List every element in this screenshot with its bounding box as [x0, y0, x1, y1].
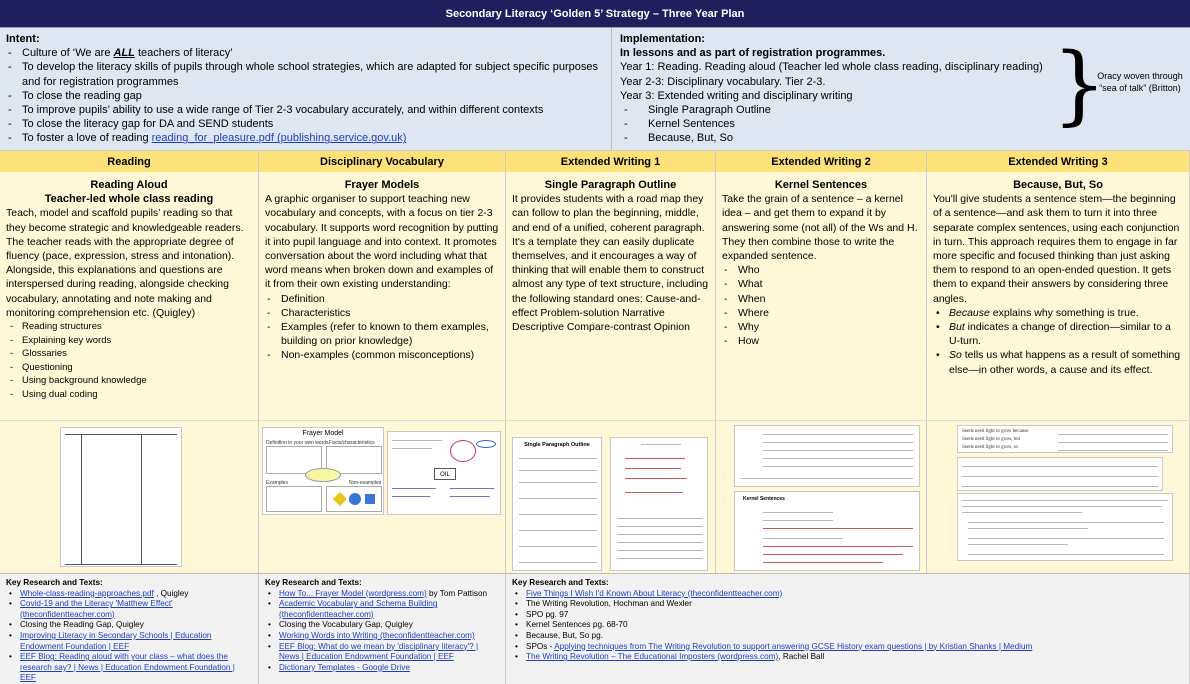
reading-subtitle-2: Teacher-led whole class reading — [44, 193, 214, 206]
research-item — [265, 663, 499, 674]
writing-3-body — [927, 172, 1190, 420]
research-item: • SPO pg. 97 — [512, 610, 1183, 621]
bbs-example-image — [957, 493, 1173, 561]
research-link[interactable]: Applying techniques from The Writing Revolution to support answering GCSE History exam questions | by Kristian Shanks | Medium — [554, 641, 1033, 651]
research-list — [512, 589, 1183, 663]
reading-worksheet-image — [60, 427, 182, 567]
implementation-heading: Implementation: — [620, 33, 705, 45]
column-header-vocabulary: Disciplinary Vocabulary — [259, 150, 506, 172]
page-title: Secondary Literacy ‘Golden 5’ Strategy – Three Year Plan — [0, 0, 1190, 28]
research-link[interactable]: EEF Blog: Reading aloud with your class – what does the research say? | News | Education Endowment Foundation | EEF — [20, 652, 235, 683]
reading-item: - Using dual coding — [6, 388, 252, 402]
research-item — [265, 631, 499, 642]
research-item: • Closing the Vocabulary Gap, Quigley — [265, 620, 499, 631]
research-item — [6, 631, 252, 652]
intent-item: - To develop the literacy skills of pupils through whole school strategies, which are adapted for subject specific purposes and for registration programmes — [6, 60, 605, 88]
writing-3-images — [927, 420, 1190, 573]
writing-1-paragraph: It provides students with a road map they can follow to plan the beginning, middle, and end of a unified, coherent paragraph. — [512, 193, 705, 234]
research-item: • Kernel Sentences pg. 68-70 — [512, 620, 1183, 631]
research-item — [6, 599, 252, 620]
vocabulary-item: - Definition — [265, 292, 499, 306]
research-item: • How To... Frayer Model (wordpress.com) by Tom Pattison — [265, 589, 499, 600]
reading-for-pleasure-link[interactable]: reading_for_pleasure.pdf (publishing.service.gov.uk) — [151, 132, 407, 145]
writing-1-paragraph: It's a template they can easily duplicate themselves, and it encourages a way of thinking that will enable them to construct almost any type of text structure, including the following standard ones: Cause-and-effect Problem-solution Narrative Descriptive Compare-contrast Opinion — [512, 235, 709, 334]
writing-2-list — [722, 263, 920, 348]
writing-2-images — [716, 420, 927, 573]
reading-item: - Reading structures — [6, 320, 252, 334]
reading-body — [0, 172, 259, 420]
writing-2-subtitle: Kernel Sentences — [774, 179, 868, 191]
implementation-line: Year 2-3: Disciplinary vocabulary. Tier 2-3. — [620, 75, 826, 88]
bbs-critic-image — [957, 457, 1163, 491]
reading-images — [0, 420, 259, 573]
research-heading: Key Research and Texts: — [265, 578, 362, 587]
kernel-worksheet-image — [734, 425, 920, 487]
research-heading: Key Research and Texts: — [6, 578, 103, 587]
research-heading: Key Research and Texts: — [512, 578, 609, 587]
reading-item: - Glossaries — [6, 347, 252, 361]
research-item: • The Writing Revolution – The Educational Imposters (wordpress.com), Rachel Ball — [512, 652, 1183, 663]
reading-research — [0, 573, 259, 684]
frayer-example-image: OIL — [387, 431, 501, 515]
oracy-note: Oracy woven through “sea of talk” (Britton) — [1097, 71, 1183, 93]
implementation-item: - Kernel Sentences — [620, 117, 1182, 131]
reading-list — [6, 320, 252, 402]
curly-brace-icon: } — [1052, 35, 1107, 135]
writing-1-subtitle: Single Paragraph Outline — [544, 179, 677, 191]
writing-2-item: - What — [722, 277, 920, 291]
writing-3-paragraph: You'll give students a sentence stem—the beginning of a sentence—and ask them to turn it into three separate complex sentences, using each conjunction in turn. This approach requires them to engage in far more specific and focused thinking than just asking them to respond to an open-ended question. It gets them to expand their answers by considering three angles. — [933, 193, 1180, 305]
writing-3-subtitle: Because, But, So — [1013, 179, 1103, 191]
writing-2-item: - When — [722, 292, 920, 306]
writing-2-item: - Where — [722, 306, 920, 320]
writing-3-list — [933, 306, 1183, 377]
vocabulary-list — [265, 292, 499, 363]
research-item: • Because, But, So pg. — [512, 631, 1183, 642]
vocabulary-paragraph: A graphic organiser to support teaching new vocabulary and concepts, with a focus on tier 2-3 vocabulary. It supports word recognition by putting it into pupil language and into context. It promotes conversation about the word including what that word means when broken down and examples of it from their own existing understanding: — [265, 193, 499, 291]
research-link[interactable]: Five Things I Wish I'd Known About Literacy (theconfidentteacher.com) — [526, 588, 783, 598]
research-item: • SPOs - Applying techniques from The Writing Revolution to support answering GCSE History exam questions | by Kristian Shanks | Medium — [512, 642, 1183, 653]
spo-template-image: Single Paragraph Outline — [512, 437, 602, 571]
writing-2-item: - Why — [722, 320, 920, 334]
implementation-line: Year 3: Extended writing and disciplinary writing — [620, 89, 853, 102]
vocabulary-body — [259, 172, 506, 420]
intent-item: - To close the literacy gap for DA and SEND students — [6, 117, 605, 131]
intent-section — [0, 28, 612, 150]
research-link[interactable]: How To... Frayer Model (wordpress.com) — [279, 588, 427, 598]
implementation-item: - Single Paragraph Outline — [620, 103, 1182, 117]
research-item — [512, 589, 1183, 600]
research-link[interactable]: Dictionary Templates - Google Drive — [279, 662, 410, 672]
frayer-model-image: Frayer Model Definition in your own words Facts/characteristics Examples Non-examples — [262, 427, 384, 515]
research-link[interactable]: Whole-class-reading-approaches.pdf — [20, 588, 154, 598]
research-link[interactable]: Improving Literacy in Secondary Schools | Education Endowment Foundation | EEF — [20, 630, 212, 651]
intent-item: - To foster a love of reading reading_for_pleasure.pdf (publishing.service.gov.uk) — [6, 131, 605, 145]
reading-item: - Explaining key words — [6, 334, 252, 348]
writing-3-item: • But indicates a change of direction—similar to a U-turn. — [933, 320, 1183, 348]
writing-research — [506, 573, 1190, 684]
column-header-writing-2: Extended Writing 2 — [716, 150, 927, 172]
implementation-section — [612, 28, 1190, 150]
column-header-writing-1: Extended Writing 1 — [506, 150, 716, 172]
research-link[interactable]: The Writing Revolution – The Educational Imposters (wordpress.com) — [526, 652, 779, 662]
intent-item: - To close the reading gap — [6, 89, 605, 103]
writing-3-item: • So tells us what happens as a result of something else—in other words, a cause and its effect. — [933, 348, 1183, 376]
reading-subtitle: Reading Aloud — [90, 179, 168, 191]
writing-2-item: - How — [722, 334, 920, 348]
writing-3-item: • Because explains why something is true. — [933, 306, 1183, 320]
intent-item: - Culture of ‘We are ALL teachers of literacy’ — [6, 46, 605, 60]
implementation-subheading: In lessons and as part of registration programmes. — [620, 47, 886, 60]
research-item: • Whole-class-reading-approaches.pdf , Quigley — [6, 589, 252, 600]
research-item — [6, 652, 252, 684]
reading-paragraph: The teacher reads with the appropriate degree of fluency (pace, expression, stress and intonation). Alongside, this explanations and questions are interspersed during reading, alongside checking vocabulary, annotating and note making and monitoring comprehension etc. (Quigley) — [6, 235, 235, 319]
vocabulary-subtitle: Frayer Models — [344, 179, 420, 191]
writing-2-item: - Who — [722, 263, 920, 277]
vocabulary-research — [259, 573, 506, 684]
research-item — [265, 599, 499, 620]
research-link[interactable]: Covid-19 and the Literacy 'Matthew Effect' (theconfidentteacher.com) — [20, 599, 173, 619]
bbs-stems-image: Seeds need light to grow because Seeds need light to grow, but Seeds need light to grow, so — [957, 425, 1173, 453]
intent-heading: Intent: — [6, 33, 40, 45]
research-list — [6, 589, 252, 684]
vocabulary-images — [259, 420, 506, 573]
reading-paragraph: Teach, model and scaffold pupils’ reading so that they become strategic and knowledgeable readers. — [6, 207, 244, 234]
vocabulary-item: - Characteristics — [265, 306, 499, 320]
writing-2-paragraph: Take the grain of a sentence – a kernel idea – and get them to expand it by answering some (not all) of the Ws and H. They then combine those to write the expanded sentence. — [722, 193, 918, 263]
implementation-item: - Because, But, So — [620, 131, 1182, 145]
writing-2-body — [716, 172, 927, 420]
spo-example-image — [610, 437, 708, 571]
kernel-example-image: Kernel Sentences — [734, 491, 920, 571]
research-item: • Closing the Reading Gap, Quigley — [6, 620, 252, 631]
vocabulary-item: - Non-examples (common misconceptions) — [265, 348, 499, 362]
implementation-line: Year 1: Reading. Reading aloud (Teacher led whole class reading, disciplinary reading) — [620, 61, 1043, 74]
intent-list — [6, 46, 605, 145]
research-list — [265, 589, 499, 674]
column-header-reading: Reading — [0, 150, 259, 172]
research-item — [265, 642, 499, 663]
reading-item: - Questioning — [6, 361, 252, 375]
writing-1-images — [506, 420, 716, 573]
vocabulary-item: - Examples (refer to known to them examples, building on prior knowledge) — [265, 320, 499, 348]
research-link[interactable]: EEF Blog: What do we mean by 'disciplinary literacy'? | News | Education Endowment Foundation | EEF — [279, 641, 479, 662]
research-item: • The Writing Revolution, Hochman and Wexler — [512, 599, 1183, 610]
research-link[interactable]: Working Words into Writing (theconfidentteacher.com) — [279, 630, 475, 640]
research-link[interactable]: Academic Vocabulary and Schema Building (theconfidentteacher.com) — [279, 599, 438, 619]
column-header-writing-3: Extended Writing 3 — [927, 150, 1190, 172]
writing-1-body — [506, 172, 716, 420]
intent-item: - To improve pupils’ ability to use a wide range of Tier 2-3 vocabulary accurately, and within different contexts — [6, 103, 605, 117]
reading-item: - Using background knowledge — [6, 374, 252, 388]
